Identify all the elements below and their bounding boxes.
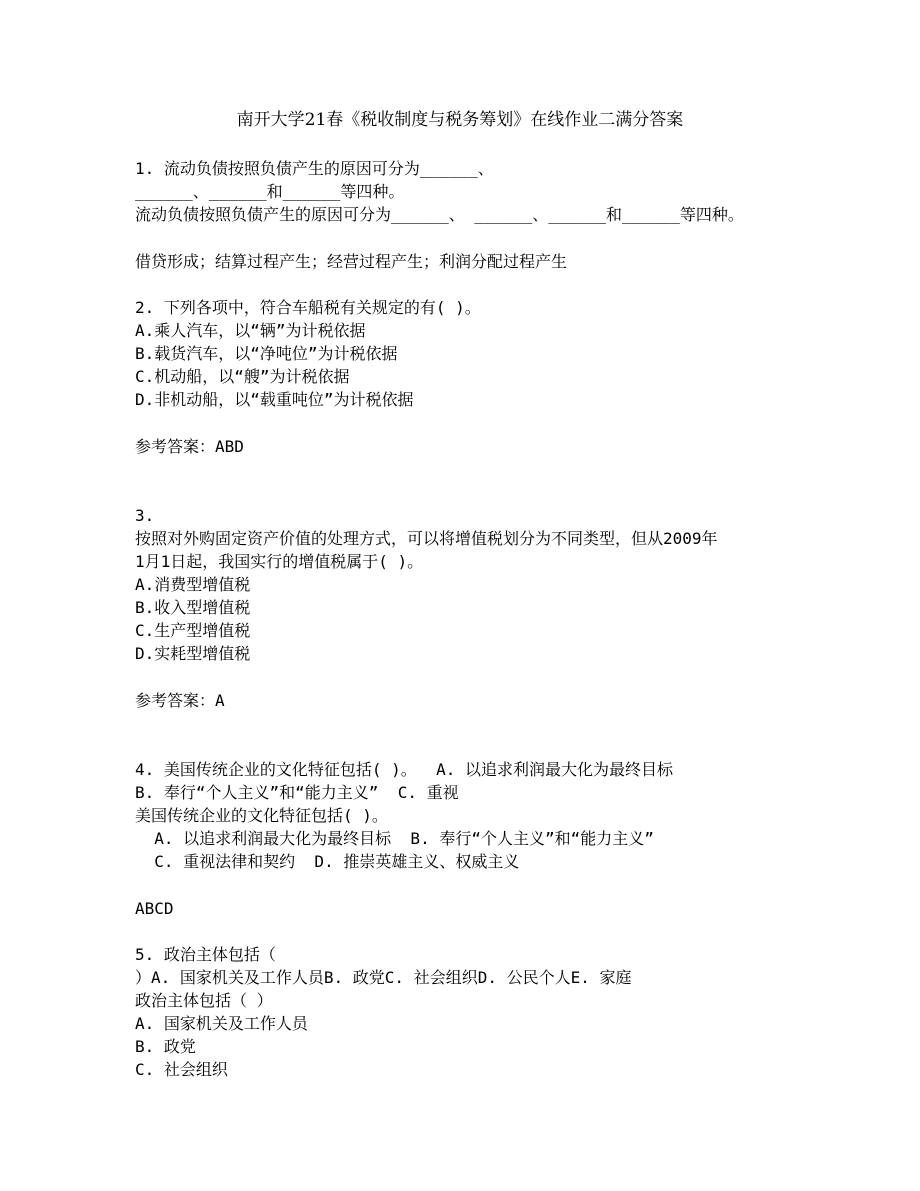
- q2-option-a: A.乘人汽车，以“辆”为计税依据: [135, 321, 366, 340]
- q2-option-b: B.载货汽车，以“净吨位”为计税依据: [135, 344, 398, 363]
- q4-line-5: C. 重视法律和契约 D. 推崇英雄主义、权威主义: [135, 852, 520, 871]
- q1-line-2: ______、______和______等四种。: [135, 182, 405, 201]
- q4-line-4: A. 以追求利润最大化为最终目标 B. 奉行“个人主义”和“能力主义”: [135, 829, 654, 848]
- q4-answer: ABCD: [135, 899, 174, 918]
- q1-line-3: 流动负债按照负债产生的原因可分为______、 ______、______和______等四种。: [135, 205, 744, 224]
- q3-option-a: A.消费型增值税: [135, 575, 251, 594]
- q2-answer: 参考答案：ABD: [135, 437, 244, 456]
- q4-line-3: 美国传统企业的文化特征包括( )。: [135, 806, 388, 825]
- document-title: 南开大学21春《税收制度与税务筹划》在线作业二满分答案: [236, 110, 684, 130]
- q5-option-c: C. 社会组织: [135, 1060, 228, 1079]
- q2-option-d: D.非机动船，以“载重吨位”为计税依据: [135, 390, 414, 409]
- q2-option-c: C.机动船，以“艘”为计税依据: [135, 367, 350, 386]
- q4-line-2: B. 奉行“个人主义”和“能力主义” C. 重视: [135, 783, 459, 802]
- q3-option-c: C.生产型增值税: [135, 621, 251, 640]
- q1-answer: 借贷形成；结算过程产生；经营过程产生；利润分配过程产生: [135, 252, 568, 271]
- q4-line-1: 4. 美国传统企业的文化特征包括( )。 A. 以追求利润最大化为最终目标: [135, 760, 673, 779]
- q3-line-3: 1月1日起，我国实行的增值税属于( )。: [135, 552, 424, 571]
- q3-option-b: B.收入型增值税: [135, 598, 251, 617]
- q3-option-d: D.实耗型增值税: [135, 644, 251, 663]
- q3-answer: 参考答案：A: [135, 691, 225, 710]
- q5-line-1: 5. 政治主体包括（: [135, 945, 276, 964]
- q3-line-2: 按照对外购固定资产价值的处理方式，可以将增值税划分为不同类型，但从2009年: [135, 529, 718, 548]
- q5-option-b: B. 政党: [135, 1037, 196, 1056]
- q3-line-1: 3.: [135, 506, 155, 525]
- q5-line-2: ）A. 国家机关及工作人员B. 政党C. 社会组织D. 公民个人E. 家庭: [135, 968, 632, 987]
- q5-line-3: 政治主体包括（ ）: [135, 991, 273, 1010]
- q1-line-1: 1. 流动负债按照负债产生的原因可分为______、: [135, 159, 494, 178]
- q5-option-a: A. 国家机关及工作人员: [135, 1014, 308, 1033]
- q2-line-1: 2. 下列各项中，符合车船税有关规定的有( )。: [135, 298, 481, 317]
